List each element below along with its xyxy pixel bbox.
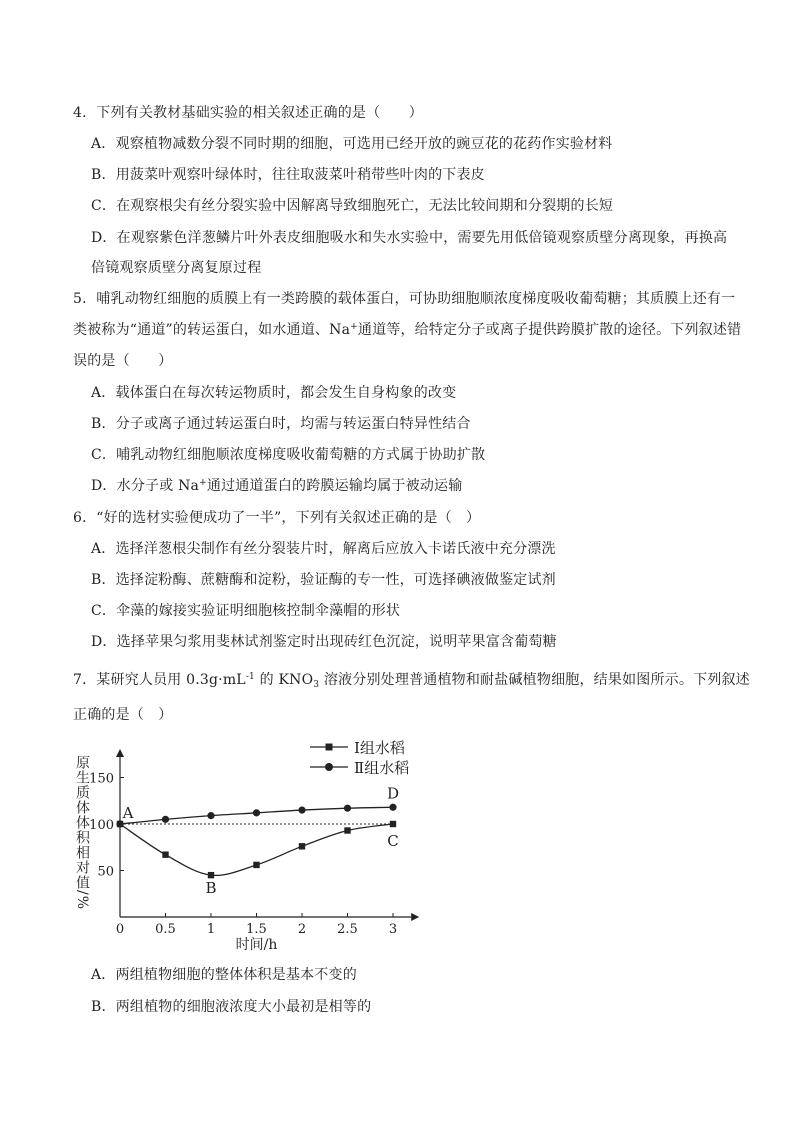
series-2-point bbox=[253, 809, 260, 816]
legend-2-marker bbox=[325, 763, 333, 771]
x-tick-label: 1.5 bbox=[246, 922, 267, 937]
q4-option-d: D．在观察紫色洋葱鳞片叶外表皮细胞吸水和失水实验中，需要先用低倍镜观察质壁分离现象，再换高 bbox=[91, 230, 728, 246]
y-tick-label: 100 bbox=[89, 818, 114, 833]
q6-option-d: D．选择苹果匀浆用斐林试剂鉴定时出现砖红色沉淀，说明苹果富含葡萄糖 bbox=[91, 634, 557, 650]
series-2-point bbox=[298, 806, 305, 813]
question-5-stem-line2: 类被称为“通道”的转运蛋白，如水通道、Na+通道等，给特定分子或离子提供跨膜扩散的途径。下列叙述错 bbox=[73, 322, 742, 338]
series-2-point bbox=[344, 805, 351, 812]
q4-option-b: B．用菠菜叶观察叶绿体时，往往取菠菜叶稍带些叶肉的下表皮 bbox=[91, 167, 485, 183]
q5-option-a: A．载体蛋白在每次转运物质时，都会发生自身构象的改变 bbox=[91, 385, 457, 401]
legend-2-label: Ⅱ组水稻 bbox=[354, 759, 410, 777]
legend-1-marker bbox=[326, 744, 333, 751]
x-axis-arrow bbox=[411, 913, 419, 921]
series-1-point bbox=[390, 821, 396, 827]
series-2-point bbox=[389, 804, 396, 811]
q6-option-c: C．伞藻的嫁接实验证明细胞核控制伞藻帽的形状 bbox=[91, 603, 401, 619]
question-5-stem-line1: 5．哺乳动物红细胞的质膜上有一类跨膜的载体蛋白，可协助细胞顺浓度梯度吸收葡萄糖；其质膜上还有一 bbox=[73, 291, 736, 307]
x-tick-label: 1 bbox=[206, 922, 216, 937]
question-4-stem: 4．下列有关教材基础实验的相关叙述正确的是（ ） bbox=[73, 105, 423, 121]
y-tick-label: 150 bbox=[89, 771, 114, 787]
x-tick-label: 2 bbox=[297, 922, 307, 937]
point-label-b: B bbox=[205, 879, 217, 898]
question-5-stem-line3: 误的是（ ） bbox=[73, 353, 173, 369]
point-label-d: D bbox=[386, 784, 400, 803]
x-tick-label: 0 bbox=[115, 922, 125, 937]
series-2-point bbox=[207, 812, 214, 819]
q7-option-b: B．两组植物的细胞液浓度大小最初是相等的 bbox=[91, 999, 372, 1015]
question-6-stem: 6．“好的选材实验便成功了一半”，下列有关叙述正确的是（ ） bbox=[73, 510, 481, 526]
q4-option-c: C．在观察根尖有丝分裂实验中因解离导致细胞死亡，无法比较间期和分裂期的长短 bbox=[91, 198, 614, 214]
point-label-c: C bbox=[387, 832, 399, 850]
q6-option-a: A．选择洋葱根尖制作有丝分裂装片时，解离后应放入卡诺氏液中充分漂洗 bbox=[91, 541, 556, 557]
q4-option-d-continued: 倍镜观察质壁分离复原过程 bbox=[91, 260, 262, 276]
q5-option-d: D．水分子或 Na+通过通道蛋白的跨膜运输均属于被动运输 bbox=[91, 478, 463, 494]
series-1-point bbox=[208, 872, 214, 878]
y-axis-arrow bbox=[116, 749, 124, 757]
y-axis-label: 原生质体体积相对值/% bbox=[74, 755, 90, 911]
point-label-a: A bbox=[122, 804, 134, 822]
x-axis-label: 时间/h bbox=[235, 937, 278, 953]
series-1-point bbox=[162, 851, 168, 857]
q7-option-a: A．两组植物细胞的整体体积是基本不变的 bbox=[91, 967, 357, 983]
y-tick-label: 50 bbox=[97, 864, 114, 880]
series-1-point bbox=[299, 843, 305, 849]
legend-1-label: Ⅰ组水稻 bbox=[354, 739, 405, 757]
q5-option-c: C．哺乳动物红细胞顺浓度梯度吸收葡萄糖的方式属于协助扩散 bbox=[91, 447, 486, 463]
series-1-point bbox=[344, 827, 350, 833]
x-tick-label: 3 bbox=[388, 922, 398, 937]
q4-option-a: A．观察植物减数分裂不同时期的细胞，可选用已经开放的豌豆花的花药作实验材料 bbox=[91, 136, 613, 152]
x-tick-label: 0.5 bbox=[155, 922, 176, 937]
q5-option-b: B．分子或离子通过转运蛋白时，均需与转运蛋白特异性结合 bbox=[91, 416, 471, 432]
series-2-point bbox=[162, 816, 169, 823]
protoplast-volume-chart bbox=[66, 735, 426, 957]
question-7-stem-line2: 正确的是（ ） bbox=[73, 707, 173, 723]
series-1-point bbox=[253, 862, 259, 868]
x-tick-label: 2.5 bbox=[337, 922, 358, 937]
question-7-stem-line1: 7．某研究人员用 $0.3g\cdot mL^{-1}$ 的 $KNO_3$ 溶液分别处理普通植物和耐盐碱植物细胞，结果如图所示。下列叙述 bbox=[73, 672, 750, 690]
q6-option-b: B．选择淀粉酶、蔗糖酶和淀粉，验证酶的专一性，可选择碘液做鉴定试剂 bbox=[91, 572, 556, 588]
